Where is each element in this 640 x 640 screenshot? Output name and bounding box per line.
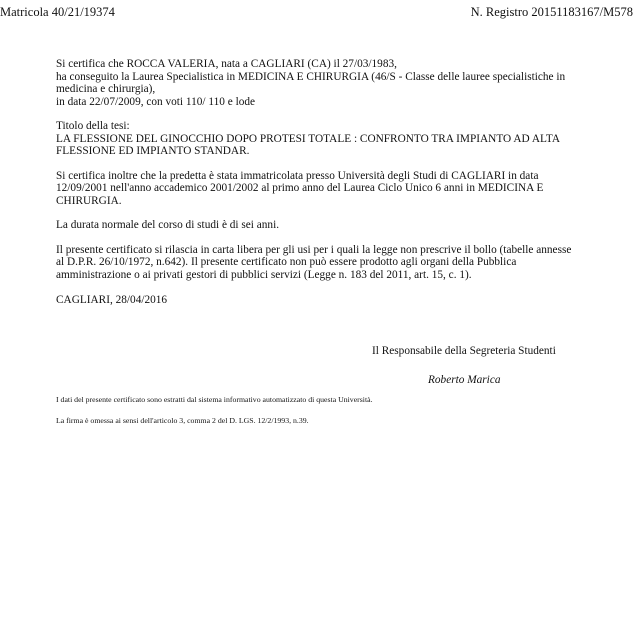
certification-line: Si certifica che ROCCA VALERIA, nata a CAGLIARI (CA) il 27/03/1983, [56, 58, 397, 70]
registry-number: N. Registro 20151183167/M578 [470, 5, 633, 19]
place-and-date: CAGLIARI, 28/04/2016 [56, 294, 168, 306]
signer-title: Il Responsabile della Segreteria Studenti [372, 345, 556, 357]
thesis-title-line: FLESSIONE ED IMPIANTO STANDAR. [56, 145, 250, 157]
legal-paragraph [56, 244, 576, 282]
enrollment-line: CHIRURGIA. [56, 194, 122, 207]
legal-line: Il presente certificato si rilascia in carta libera per gli usi per i quali la legge non prescrive il bollo (tabelle annesse [56, 243, 572, 256]
duration-paragraph [56, 219, 576, 232]
certification-line: medicina e chirurgia), [56, 83, 156, 95]
duration-line: La durata normale del corso di studi è di sei anni. [56, 219, 280, 231]
certification-line: ha conseguito la Laurea Specialistica in MEDICINA E CHIRURGIA (46/S - Classe delle lauree specialistiche in [56, 70, 566, 83]
thesis-title-line: LA FLESSIONE DEL GINOCCHIO DOPO PROTESI TOTALE : CONFRONTO TRA IMPIANTO AD ALTA [56, 132, 561, 145]
certificate-body [56, 58, 576, 293]
thesis-label: Titolo della tesi: [56, 120, 130, 132]
degree-certification-paragraph [56, 58, 576, 108]
enrollment-paragraph [56, 170, 576, 208]
signature-omission-note: La firma è omessa ai sensi dell'articolo 3, comma 2 del D. LGS. 12/2/1993, n.39. [56, 416, 309, 425]
enrollment-line: Si certifica inoltre che la predetta è stata immatricolata presso Università degli Studi di CAGLIARI in data [56, 169, 539, 182]
legal-line: amministrazione o ai privati gestori di pubblici servizi (Legge n. 183 del 2011, art. 15, c. 1). [56, 268, 472, 281]
matricola-number: Matricola 40/21/19374 [0, 5, 115, 19]
data-source-note: I dati del presente certificato sono estratti dal sistema informativo automatizzato di questa Università. [56, 395, 373, 404]
certification-line: in data 22/07/2009, con voti 110/ 110 e lode [56, 95, 256, 108]
enrollment-line: 12/09/2001 nell'anno accademico 2001/2002 al primo anno del Laurea Ciclo Unico 6 anni in MEDICINA E [56, 182, 544, 194]
thesis-paragraph [56, 120, 576, 158]
signer-name: Roberto Marica [428, 374, 501, 386]
legal-line: al D.P.R. 26/10/1972, n.642). Il presente certificato non può essere prodotto agli organi della Pubblica [56, 256, 517, 268]
